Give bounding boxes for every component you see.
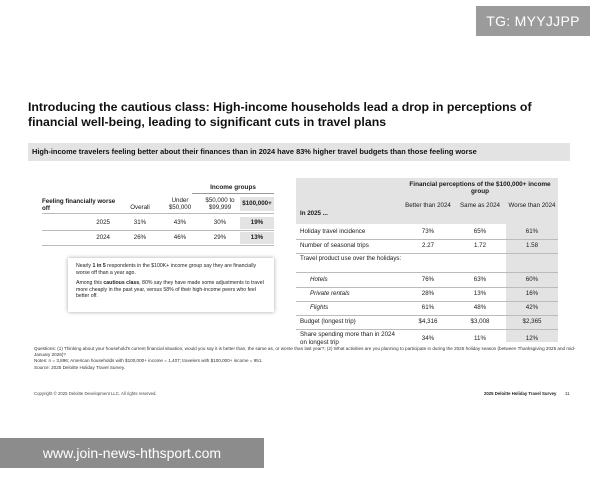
table-cell: $4,316 [418,318,438,325]
table-cell: $3,008 [470,318,490,325]
table-row [296,302,558,314]
row-label: Number of seasonal trips [300,242,369,249]
income-groups-header: Income groups [192,184,274,194]
table-row [296,240,558,252]
divider [296,253,558,254]
row-label: Hotels [310,276,328,283]
table-cell: $2,365 [522,318,542,325]
table-cell: 43% [173,219,187,226]
divider [296,329,558,330]
col-header-50k-99k: $50,000 to $99,999 [205,197,235,211]
table-cell: 61% [525,228,539,235]
row-label: Travel product use over the holidays: [300,255,402,262]
watermark-bottom: www.join-news-hthsport.com [0,438,264,468]
row-label: Share spending more than in 2024 on longest trip [300,331,395,346]
table-cell: 76% [421,276,435,283]
row-label: Private rentals [310,290,350,297]
table-cell: 48% [473,304,487,311]
table-cell: 42% [525,304,539,311]
col-header-100k-plus: $100,000+ [240,197,274,211]
cautious-class-callout [68,258,274,312]
table-row [296,274,558,286]
financial-perceptions-header: Financial perceptions of the $100,000+ income group [409,181,551,195]
divider [296,272,558,273]
table-cell: 26% [133,234,147,241]
callout-paragraph-2: Among this cautious class, 80% say they have made some adjustments to travel more cheaply in the past year, versus 58% of their high-income peers who feel better off. [76,280,264,300]
callout-paragraph-1: Nearly 1 in 5 respondents in the $100K+ income group say they are financially worse off than a year ago. [76,263,257,276]
footnotes [34,346,582,371]
table-cell: 16% [525,290,539,297]
table-cell: 12% [525,335,539,342]
row-label: 2025 [96,219,110,226]
table-cell: 61% [421,304,435,311]
right-table-header-row [296,202,558,220]
col-header-better: Better than 2024 [405,202,451,209]
table-cell: 29% [213,234,227,241]
table-row [42,217,274,229]
row-label: Flights [310,304,329,311]
col-header-under-50k: Under $50,000 [168,197,192,211]
table-row [296,255,558,271]
col-header-worse: Worse than 2024 [508,202,556,209]
footnote-questions: Questions: (1) Thinking about your household's current financial situation, would you say it is better than, the same as, or worse than last year?; (2) What activities are you planning to participate in during the 2025 holiday season (between Thanksgiving 2025 and mid-January 2026)? [34,346,576,358]
divider [42,230,274,231]
in-2025-header: In 2025 ... [300,210,328,217]
report-name: 2025 Deloitte Holiday Travel Survey [484,391,557,396]
copyright: Copyright © 2025 Deloitte Development LLC. All rights reserved. [34,391,157,396]
table-cell: 31% [133,219,147,226]
table-cell: 11% [474,335,486,342]
table-cell: 73% [421,228,435,235]
row-label: 2024 [96,234,110,241]
table-cell: 13% [473,290,487,297]
table-cell: 1.72 [473,242,487,249]
feeling-worse-off-header: Feeling financially worse off [42,198,116,212]
table-cell: 65% [473,228,487,235]
table-cell: 30% [213,219,227,226]
subhead-band: High-income travelers feeling better about their finances than in 2024 have 83% higher travel budgets than those feeling worse [28,143,570,161]
table-cell: 1.58 [525,242,539,249]
divider [42,213,274,214]
row-label: Budget (longest trip) [300,318,356,325]
footnote-notes: Notes: n = 3,896; American households with $100,000+ income = 1,407; travelers with $100,000+ income = 951. [34,358,263,364]
table-cell: 19% [240,217,274,229]
col-header-same: Same as 2024 [460,202,500,209]
table-row [296,331,558,347]
table-cell: 13% [240,232,274,244]
table-row [296,288,558,300]
table-cell: 2.27 [421,242,435,249]
table-cell: 46% [173,234,187,241]
watermark-top: TG: MYYJJPP [476,6,590,36]
footnote-source: Source: 2025 Deloitte Holiday Travel Survey. [34,364,126,370]
page-number: 11 [565,391,570,396]
table-row [296,316,558,328]
table-row [296,226,558,238]
table-row [42,232,274,244]
slide-title: Introducing the cautious class: High-income households lead a drop in perceptions of financial well-being, leading to significant cuts in travel plans [28,100,532,129]
table-cell: 34% [421,335,435,342]
divider [42,245,274,246]
table-cell: 60% [525,276,539,283]
row-label: Holiday travel incidence [300,228,366,235]
col-header-overall: Overall [130,204,150,211]
table-cell: 63% [473,276,487,283]
table-cell: 28% [421,290,435,297]
income-table-header-row [42,197,274,211]
